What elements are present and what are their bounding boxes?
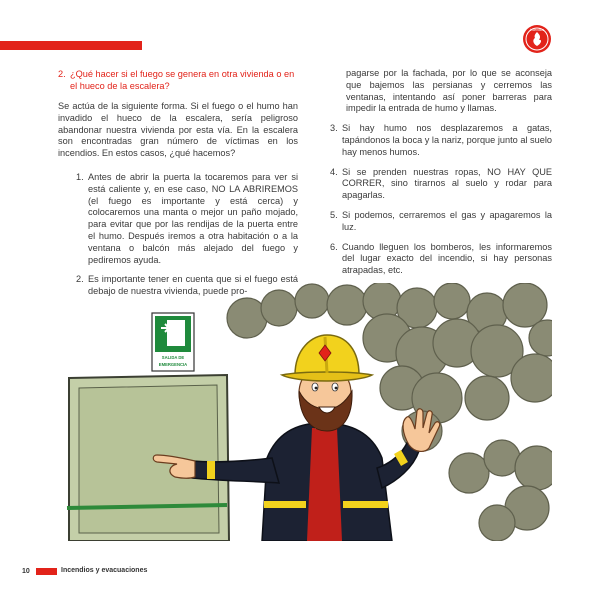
header-accent-bar [0,41,142,50]
steps-list-right [330,123,552,277]
intro-paragraph: Se actúa de la siguiente forma. Si el fuego o el humo han invadido el hueco de la escalera, sería peligroso abandonar nuestra vivienda por esta vía. En la escalera son encontradas gran número de víctimas en los incendios. En estos casos, ¿qué hacemos? [58,101,298,159]
exit-sign-line2: EMERGENCIA [158,362,188,367]
step-text: Es importante tener en cuenta que si el fuego está debajo de nuestra vivienda, puede pro- [88,274,298,297]
steps-list-left [58,172,298,298]
footer-accent-bar [36,568,57,575]
step-number: 3. [330,123,338,134]
list-item [330,167,552,202]
list-item [330,210,552,234]
footer-title: Incendios y evacuaciones [61,567,148,574]
logo-text: Incendios [530,28,544,32]
list-item [330,242,552,277]
list-item [76,172,298,266]
step-text: Si se prenden nuestras ropas, NO HAY QUE CORRER, sino tirarnos al suelo y rodar para apagarlas. [342,166,552,201]
exit-sign [152,313,194,371]
step-number: 1. [76,171,84,182]
list-item [330,123,552,158]
question-heading [58,68,298,92]
firefighter-illustration [57,283,552,541]
step-text: Antes de abrir la puerta la tocaremos para ver si está caliente y, en ese caso, NO LA ABRIREMOS (el fuego es importante y está cerca) y colocaremos una manta o mejor un paño mojado, para evitar que por las rendijas de la puerta entre el humo. Después iremos a otra habitación o a la ventana o balcón más alejado del fuego y pediremos ayuda. [88,171,298,265]
step-number: 2. [76,274,84,285]
step-number: 6. [330,241,338,252]
question-title: ¿Qué hacer si el fuego se genera en otra vivienda o en el hueco de la escalera? [70,69,295,91]
step-text: Si hay humo nos desplazaremos a gatas, tapándonos la boca y la nariz, porque junto al suelo hay menos humos. [342,123,552,157]
right-column [330,68,552,285]
step-text: Si podemos, cerraremos el gas y apagaremos la luz. [342,209,552,232]
step-number: 5. [330,209,338,220]
exit-sign-line1: SALIDA DE [161,355,185,360]
step-number: 4. [330,166,338,177]
question-number: 2. [58,69,66,79]
page-number: 10 [22,568,30,575]
brand-logo [522,24,552,54]
emergency-door [67,375,229,541]
step-text: Cuando lleguen los bomberos, les informaremos del lugar exacto del incendio, si hay personas atrapadas, etc. [342,241,552,276]
step-2-continuation: pagarse por la fachada, por lo que se aconseja que bajemos las persianas y cerremos las ventanas, intentando así poner barreras para impedir la entrada de humo y llamas. [346,68,552,114]
left-column [58,68,298,306]
